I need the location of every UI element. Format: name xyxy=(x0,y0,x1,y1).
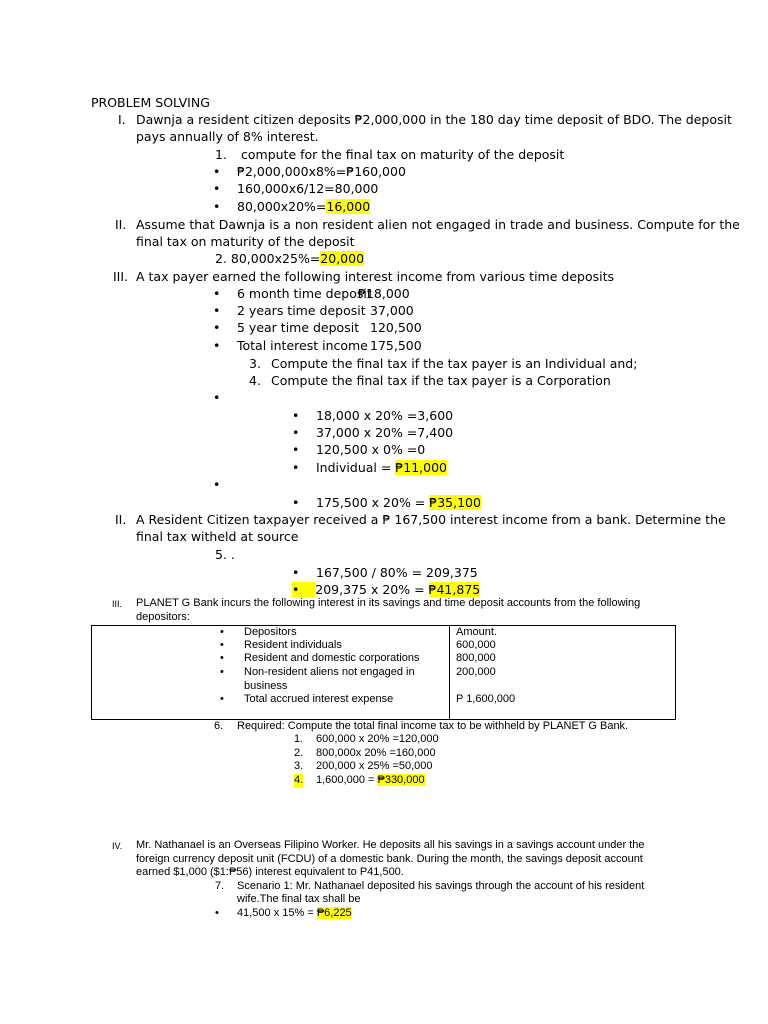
problem-text: A tax payer earned the following interest income from various time deposits xyxy=(136,269,614,284)
calculation-line: • ₱2,000,000x8%=₱160,000 xyxy=(237,163,406,180)
problem-text: Assume that Dawnja is a non resident alien not engaged in trade and business. Compute for the xyxy=(136,217,740,232)
table-header-depositors: Depositors xyxy=(244,626,297,638)
highlighted-answer: ₱11,000 xyxy=(395,460,447,475)
question-number: 1. xyxy=(215,147,227,162)
answer-line: 200,000 x 25% =50,000 xyxy=(316,760,433,772)
calculation-line: • 80,000x20%=16,000 xyxy=(237,198,370,215)
calculation-line: • 37,000 x 20% =7,400 xyxy=(316,424,453,441)
problem-text: depositors: xyxy=(136,611,190,623)
calculation-line: • 175,500 x 20% = ₱35,100 xyxy=(316,494,481,511)
calculation-line: 2. 80,000x25%=20,000 xyxy=(215,251,365,266)
table-bullet: • xyxy=(220,666,224,678)
problem-text: A Resident Citizen taxpayer received a ₱ 167,500 interest income from a bank. Determine the xyxy=(136,512,726,527)
question-text: Compute the final tax if the tax payer is an Individual and; xyxy=(271,356,638,371)
deposit-label: • 5 year time deposit xyxy=(237,319,359,336)
deposit-value: 37,000 xyxy=(370,303,414,318)
question-text: Scenario 1: Mr. Nathanael deposited his savings through the account of his resident xyxy=(237,880,645,892)
table-cell-depositor: Resident and domestic corporations xyxy=(244,652,420,664)
problem-text: foreign currency deposit unit (FCDU) of a domestic bank. During the month, the savings deposit account xyxy=(136,853,643,865)
deposit-label: • Total interest income xyxy=(237,337,368,354)
empty-bullet: • xyxy=(213,390,221,405)
table-cell-depositor: Resident individuals xyxy=(244,639,342,651)
calculation-line: • 18,000 x 20% =3,600 xyxy=(316,407,453,424)
section-number: III. xyxy=(113,269,129,284)
deposit-value: 120,500 xyxy=(370,320,422,335)
problem-text: final tax witheld at source xyxy=(136,529,299,544)
calculation-line: • 167,500 / 80% = 209,375 xyxy=(316,564,478,581)
answer-number: 1. xyxy=(294,733,304,745)
problem-text: final tax on maturity of the deposit xyxy=(136,234,355,249)
section-number: II. xyxy=(115,217,127,232)
table-cell-amount: 800,000 xyxy=(456,652,496,664)
table-cell-depositor: Total accrued interest expense xyxy=(244,693,394,705)
table-cell-amount: 200,000 xyxy=(456,666,496,678)
problem-text: Dawnja a resident citizen deposits ₱2,000,000 in the 180 day time deposit of BDO. The deposit xyxy=(136,112,732,127)
table-column-divider xyxy=(449,626,450,719)
section-number: IV. xyxy=(112,841,123,851)
question-number: 7. xyxy=(215,880,225,892)
deposit-value: 175,500 xyxy=(370,338,422,353)
question-text: wife.The final tax shall be xyxy=(237,893,361,905)
question-number: 6. xyxy=(214,720,224,732)
problem-text: earned $1,000 ($1:₱56) interest equivalent to P41,500. xyxy=(136,866,404,878)
table-header-amount: Amount. xyxy=(456,626,497,638)
calculation-line: • 120,500 x 0% =0 xyxy=(316,441,425,458)
answer-number: 2. xyxy=(294,747,304,759)
calc-bullet: • xyxy=(215,907,219,919)
calculation-line: • Individual = ₱11,000 xyxy=(316,459,447,476)
table-cell-depositor: Non-resident aliens not engaged in business xyxy=(244,666,415,692)
answer-line: 600,000 x 20% =120,000 xyxy=(316,733,439,745)
highlighted-answer: ₱6,225 xyxy=(316,907,352,919)
table-bullet: • xyxy=(220,639,224,651)
empty-bullet: • xyxy=(213,477,221,492)
question-text: Required: Compute the total final income tax to be withheld by PLANET G Bank. xyxy=(237,720,629,732)
table-bullet: • xyxy=(220,652,224,664)
problem-text: Mr. Nathanael is an Overseas Filipino Worker. He deposits all his savings in a savings account under the xyxy=(136,839,645,851)
table-cell-amount: 600,000 xyxy=(456,639,496,651)
calculation-line: • 209,375 x 20% = ₱41,875 xyxy=(292,582,481,597)
answer-line: 1,600,000 = ₱330,000 xyxy=(316,774,425,786)
deposit-label: • 2 years time deposit xyxy=(237,302,366,319)
highlighted-answer: ₱330,000 xyxy=(377,774,425,786)
answer-number: 4. xyxy=(294,774,304,786)
question-text: compute for the final tax on maturity of the deposit xyxy=(241,147,565,162)
calculation-line: 41,500 x 15% = ₱6,225 xyxy=(237,907,352,919)
question-number: 4. xyxy=(249,373,261,388)
section-number: II. xyxy=(115,512,127,527)
highlighted-answer: 20,000 xyxy=(320,251,365,266)
section-number: III. xyxy=(112,599,123,609)
answer-number: 3. xyxy=(294,760,304,772)
table-bullet: • xyxy=(220,626,224,638)
question-number: 5. . xyxy=(215,547,235,562)
answer-line: 800,000x 20% =160,000 xyxy=(316,747,436,759)
deposit-label: • 6 month time deposit xyxy=(237,285,372,302)
problem-text: pays annually of 8% interest. xyxy=(136,129,319,144)
question-number: 3. xyxy=(249,356,261,371)
calculation-line: • 160,000x6/12=80,000 xyxy=(237,180,378,197)
highlighted-answer: 16,000 xyxy=(326,199,371,214)
table-bullet: • xyxy=(220,693,224,705)
highlighted-answer: ₱41,875 xyxy=(428,582,481,597)
question-text: Compute the final tax if the tax payer is a Corporation xyxy=(271,373,611,388)
deposit-value: ₱18,000 xyxy=(358,286,410,301)
table-cell-amount: P 1,600,000 xyxy=(456,693,516,705)
document-heading: PROBLEM SOLVING xyxy=(91,95,210,110)
section-number: I. xyxy=(118,112,126,127)
highlighted-answer: ₱35,100 xyxy=(429,495,481,510)
problem-text: PLANET G Bank incurs the following interest in its savings and time deposit accounts from the following xyxy=(136,597,641,609)
